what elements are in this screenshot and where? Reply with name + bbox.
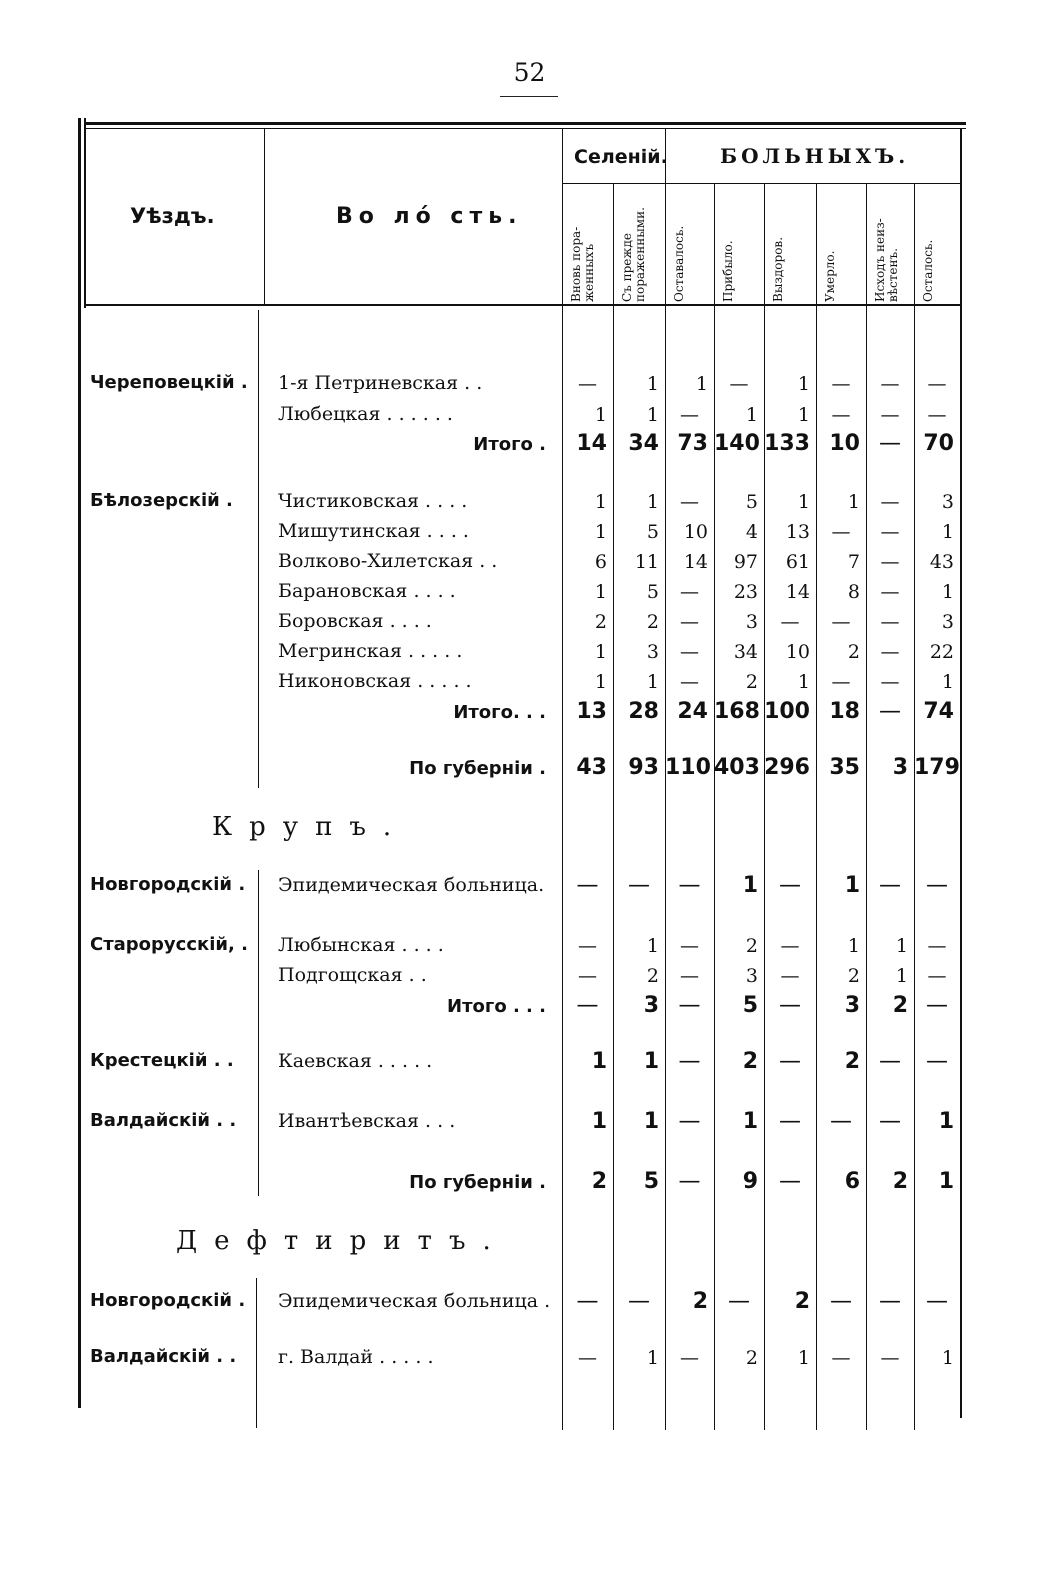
column-divider [914, 184, 915, 1430]
row-volost: Эпидемическая больница. [278, 874, 545, 896]
table-cell: — [680, 404, 699, 426]
table-cell: 1 [594, 521, 607, 543]
table-cell: — [879, 431, 901, 456]
header-seleniy: Селеній. [574, 146, 668, 168]
table-cell: — [927, 935, 947, 957]
table-cell: 14 [576, 431, 607, 456]
table-cell: — [780, 935, 800, 957]
header-bolnykh: БОЛЬНЫХЪ. [720, 144, 910, 168]
row-volost: Боровская . . . . [278, 610, 432, 632]
page-number: 52 [513, 58, 546, 87]
table-cell: 14 [785, 581, 810, 603]
table-cell: 1 [895, 935, 908, 957]
row-uezd: Новгородскій . [90, 874, 246, 895]
row-volost: Никоновская . . . . . [278, 670, 472, 692]
table-cell: — [831, 611, 851, 633]
table-cell: 2 [892, 1169, 908, 1194]
table-cell: — [576, 873, 599, 898]
column-divider [613, 184, 614, 1430]
row-volost: Волково-Хилетская . . [278, 550, 498, 572]
header-volost: Во ло́ сть. [336, 204, 523, 229]
table-cell: — [576, 1289, 599, 1314]
table-cell: — [628, 873, 650, 898]
table-cell: 34 [733, 641, 758, 663]
column-header: Съ прежде пораженными. [620, 207, 647, 302]
row-volost: 1-я Петриневская . . [278, 372, 483, 394]
table-cell: — [831, 521, 851, 543]
row-volost: Эпидемическая больница . [278, 1290, 551, 1312]
column-header: Прибыло. [721, 240, 735, 302]
table-cell: 1 [938, 1169, 954, 1194]
table-cell: 34 [628, 431, 659, 456]
table-cell: — [880, 671, 900, 693]
table-cell: — [729, 373, 749, 395]
table-cell: — [779, 1169, 801, 1194]
row-volost: Подгощская . . [278, 964, 427, 986]
table-cell: 13 [576, 699, 607, 724]
table-cell: — [680, 581, 699, 603]
table-cell: 1 [742, 1109, 758, 1134]
table-cell: — [830, 1109, 852, 1134]
table-cell: 3 [941, 491, 954, 513]
table-cell: — [880, 373, 900, 395]
table-cell: 296 [764, 755, 810, 780]
table-cell: 1 [591, 1109, 607, 1134]
table-cell: 1 [941, 521, 954, 543]
table-cell: — [628, 1289, 650, 1314]
table-cell: 5 [643, 1169, 659, 1194]
bolnykh-underline [562, 183, 962, 184]
row-uezd: Череповецкій . [90, 372, 248, 393]
table-cell: 43 [576, 755, 607, 780]
table-cell: 35 [829, 755, 860, 780]
table-cell: — [880, 404, 900, 426]
column-header: Исходъ неиз- вѣстенъ. [873, 218, 900, 302]
col-divider-uezd [264, 128, 265, 306]
table-cell: — [880, 581, 900, 603]
table-cell: 3 [941, 611, 954, 633]
row-uezd: Новгородскій . [90, 1290, 246, 1311]
table-cell: 133 [764, 431, 810, 456]
table-cell: 2 [844, 1049, 860, 1074]
table-cell: 9 [742, 1169, 758, 1194]
table-cell: 6 [594, 551, 607, 573]
table-cell: — [880, 1347, 900, 1369]
table-cell: — [880, 641, 900, 663]
table-cell: 1 [797, 373, 810, 395]
table-cell: — [578, 373, 597, 395]
table-cell: 1 [797, 404, 810, 426]
table-cell: 1 [594, 581, 607, 603]
table-cell: 110 [665, 755, 711, 780]
table-cell: — [680, 965, 699, 987]
row-uezd: Валдайскій . . [90, 1110, 237, 1131]
section-title: Крупъ. [212, 812, 409, 842]
table-cell: — [680, 935, 699, 957]
table-cell: 1 [938, 1109, 954, 1134]
column-divider [764, 184, 765, 1430]
table-cell: 13 [785, 521, 810, 543]
table-cell: — [680, 641, 699, 663]
table-cell: — [779, 993, 801, 1018]
table-cell: — [831, 1347, 851, 1369]
table-cell: 1 [895, 965, 908, 987]
table-cell: — [678, 1109, 701, 1134]
column-divider [816, 184, 817, 1430]
table-cell: — [678, 1169, 701, 1194]
column-header: Умерло. [823, 250, 837, 302]
table-cell: 1 [941, 1347, 954, 1369]
table-cell: 403 [714, 755, 760, 780]
table-cell: — [831, 404, 851, 426]
row-total-label: Итого. . . [453, 702, 546, 723]
table-cell: — [830, 1289, 852, 1314]
row-volost: Мишутинская . . . . [278, 520, 469, 542]
table-cell: — [880, 521, 900, 543]
column-header: Осталось. [921, 239, 935, 302]
table-cell: — [927, 404, 947, 426]
table-cell: 140 [714, 431, 760, 456]
table-cell: 3 [892, 755, 908, 780]
row-volost: Барановская . . . . [278, 580, 456, 602]
table-cell: 1 [646, 935, 659, 957]
table-cell: 1 [646, 491, 659, 513]
table-cell: — [780, 611, 800, 633]
table-cell: — [680, 491, 699, 513]
row-total-label: По губерніи . [409, 758, 546, 779]
table-cell: 22 [929, 641, 954, 663]
table-cell: — [680, 611, 699, 633]
table-cell: 2 [847, 641, 860, 663]
table-cell: 2 [692, 1289, 708, 1314]
table-cell: 1 [797, 1347, 810, 1369]
right-border [960, 128, 962, 1418]
table-cell: 5 [742, 993, 758, 1018]
table-cell: 168 [714, 699, 760, 724]
row-volost: Мегринская . . . . . [278, 640, 463, 662]
table-cell: 1 [646, 671, 659, 693]
column-header: Выздоров. [771, 236, 785, 302]
table-cell: 70 [923, 431, 954, 456]
left-border [78, 118, 81, 1408]
table-cell: — [879, 1289, 901, 1314]
table-cell: 2 [646, 611, 659, 633]
col-divider-uezd-body [258, 310, 259, 788]
table-cell: 3 [844, 993, 860, 1018]
table-cell: — [831, 671, 851, 693]
table-cell: 28 [628, 699, 659, 724]
table-cell: 23 [733, 581, 758, 603]
table-cell: 1 [695, 373, 708, 395]
column-header: Вновь пора- женныхъ [569, 226, 596, 302]
table-cell: — [578, 935, 597, 957]
row-volost: Любецкая . . . . . . [278, 403, 453, 425]
table-cell: — [880, 551, 900, 573]
table-cell: 14 [683, 551, 708, 573]
table-cell: — [879, 1109, 901, 1134]
table-cell: — [926, 1049, 948, 1074]
table-cell: 5 [646, 581, 659, 603]
row-total-label: Итого . [473, 434, 546, 455]
table-cell: 3 [745, 611, 758, 633]
row-uezd: Бѣлозерскій . [90, 490, 233, 511]
table-cell: — [578, 1347, 597, 1369]
row-uezd: Крестецкій . . [90, 1050, 234, 1071]
table-cell: 3 [745, 965, 758, 987]
table-cell: 1 [844, 873, 860, 898]
table-cell: — [678, 993, 701, 1018]
column-divider [714, 184, 715, 1430]
table-cell: 2 [745, 671, 758, 693]
table-cell: 2 [745, 935, 758, 957]
table-cell: 1 [847, 935, 860, 957]
table-cell: 2 [847, 965, 860, 987]
table-cell: — [879, 873, 901, 898]
table-cell: 3 [643, 993, 659, 1018]
top-rule [84, 122, 966, 125]
table-cell: 11 [634, 551, 659, 573]
table-cell: 1 [594, 641, 607, 663]
row-total-label: По губерніи . [409, 1172, 546, 1193]
table-cell: 10 [683, 521, 708, 543]
table-cell: 1 [643, 1049, 659, 1074]
table-cell: 2 [745, 1347, 758, 1369]
table-cell: 1 [941, 581, 954, 603]
table-cell: — [879, 1049, 901, 1074]
table-cell: — [927, 965, 947, 987]
table-cell: 73 [677, 431, 708, 456]
table-cell: — [879, 699, 901, 724]
table-cell: 100 [764, 699, 810, 724]
table-cell: — [678, 1049, 701, 1074]
table-cell: 1 [591, 1049, 607, 1074]
table-cell: 1 [742, 873, 758, 898]
table-cell: — [880, 611, 900, 633]
column-divider [866, 184, 867, 1430]
section-title: Дефтиритъ. [176, 1226, 508, 1256]
table-cell: 24 [677, 699, 708, 724]
column-header: Оставалось. [672, 225, 686, 302]
table-cell: — [926, 1289, 948, 1314]
table-cell: — [680, 1347, 699, 1369]
table-cell: 1 [941, 671, 954, 693]
table-cell: — [728, 1289, 750, 1314]
table-cell: — [780, 965, 800, 987]
table-cell: 18 [829, 699, 860, 724]
table-cell: 1 [594, 404, 607, 426]
row-volost: Любынская . . . . [278, 934, 444, 956]
table-cell: 10 [785, 641, 810, 663]
table-cell: 97 [733, 551, 758, 573]
table-cell: 10 [829, 431, 860, 456]
table-cell: — [779, 1109, 801, 1134]
table-cell: 1 [643, 1109, 659, 1134]
table-cell: — [880, 491, 900, 513]
table-cell: 93 [628, 755, 659, 780]
left-border-inner [84, 118, 86, 308]
table-cell: — [927, 373, 947, 395]
header-uezd: Уѣздъ. [130, 204, 215, 228]
table-cell: — [680, 671, 699, 693]
table-cell: 61 [785, 551, 810, 573]
row-total-label: Итого . . . [447, 996, 546, 1017]
col-divider-volost-krup [258, 870, 259, 1196]
table-cell: — [576, 993, 599, 1018]
table-cell: 7 [847, 551, 860, 573]
table-cell: 5 [745, 491, 758, 513]
table-cell: 1 [797, 491, 810, 513]
row-volost: Ивантѣевская . . . [278, 1110, 456, 1132]
table-cell: 2 [594, 611, 607, 633]
table-cell: 1 [594, 491, 607, 513]
table-cell: 2 [892, 993, 908, 1018]
row-volost: Каевская . . . . . [278, 1050, 433, 1072]
table-cell: 2 [646, 965, 659, 987]
table-cell: 2 [591, 1169, 607, 1194]
table-cell: 2 [794, 1289, 810, 1314]
table-cell: — [926, 993, 948, 1018]
table-cell: — [578, 965, 597, 987]
table-cell: 1 [646, 1347, 659, 1369]
table-cell: — [926, 873, 948, 898]
table-cell: 5 [646, 521, 659, 543]
row-volost: Чистиковская . . . . [278, 490, 468, 512]
table-cell: 3 [646, 641, 659, 663]
table-cell: 74 [923, 699, 954, 724]
table-cell: 1 [797, 671, 810, 693]
col-divider-volost-deft [256, 1278, 257, 1428]
table-cell: 8 [847, 581, 860, 603]
table-cell: — [779, 873, 801, 898]
table-cell: — [678, 873, 701, 898]
table-cell: 2 [742, 1049, 758, 1074]
row-uezd: Старорусскій, . [90, 934, 248, 955]
table-cell: 1 [745, 404, 758, 426]
header-bottom-rule [86, 304, 962, 306]
table-cell: 43 [929, 551, 954, 573]
table-cell: 1 [646, 373, 659, 395]
table-cell: — [779, 1049, 801, 1074]
row-volost: г. Валдай . . . . . [278, 1346, 434, 1368]
table-cell: 1 [847, 491, 860, 513]
table-cell: 1 [594, 671, 607, 693]
row-uezd: Валдайскій . . [90, 1346, 237, 1367]
table-cell: 4 [745, 521, 758, 543]
table-cell: 179 [914, 755, 960, 780]
table-cell: 6 [844, 1169, 860, 1194]
table-cell: — [831, 373, 851, 395]
table-cell: 1 [646, 404, 659, 426]
top-rule-thin [84, 128, 966, 129]
